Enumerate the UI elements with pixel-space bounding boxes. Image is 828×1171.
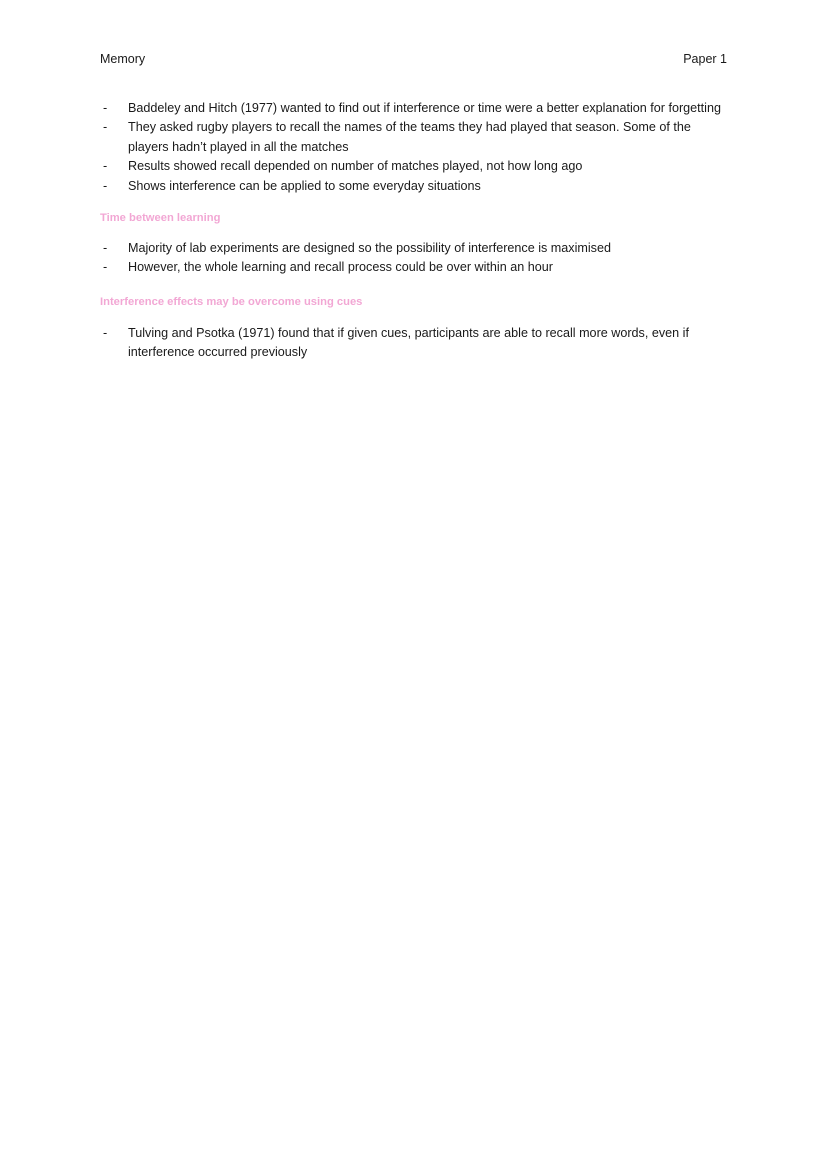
list-item [100,324,730,363]
bullet-dash: - [103,120,108,135]
header-paper-label: Paper 1 [683,52,727,66]
bullet-list-time-between-learning [100,239,730,278]
bullet-list-baddeley-hitch [100,99,730,196]
list-item [100,157,730,176]
list-item [100,177,730,196]
bullet-dash: - [103,260,108,275]
page-header [100,51,727,67]
list-item [100,258,730,277]
list-item-text: They asked rugby players to recall the names of the teams they had played that season. Some of the players hadn’t played in all the matches [128,120,691,154]
list-item [100,99,730,118]
list-item [100,118,730,157]
list-item-text: Results showed recall depended on number of matches played, not how long ago [128,159,583,174]
bullet-dash: - [103,178,108,193]
document-body [100,99,730,363]
list-item-text: Tulving and Psotka (1971) found that if given cues, participants are able to recall more words, even if interference occurred previously [128,325,689,360]
list-item-text: However, the whole learning and recall process could be over within an hour [128,260,553,275]
bullet-dash: - [103,159,108,174]
header-title: Memory [100,52,146,66]
list-item-text: Majority of lab experiments are designed so the possibility of interference is maximised [128,241,611,256]
list-item [100,239,730,258]
bullet-list-cues [100,324,730,363]
list-item-text: Shows interference can be applied to some everyday situations [128,178,481,193]
section-heading-cues: Interference effects may be overcome using cues [100,295,363,308]
bullet-dash: - [103,325,108,340]
bullet-dash: - [103,241,108,256]
list-item-text: Baddeley and Hitch (1977) wanted to find out if interference or time were a better explanation for forgetting [128,101,721,115]
bullet-dash: - [103,101,108,115]
section-heading-time-between-learning: Time between learning [100,212,221,225]
